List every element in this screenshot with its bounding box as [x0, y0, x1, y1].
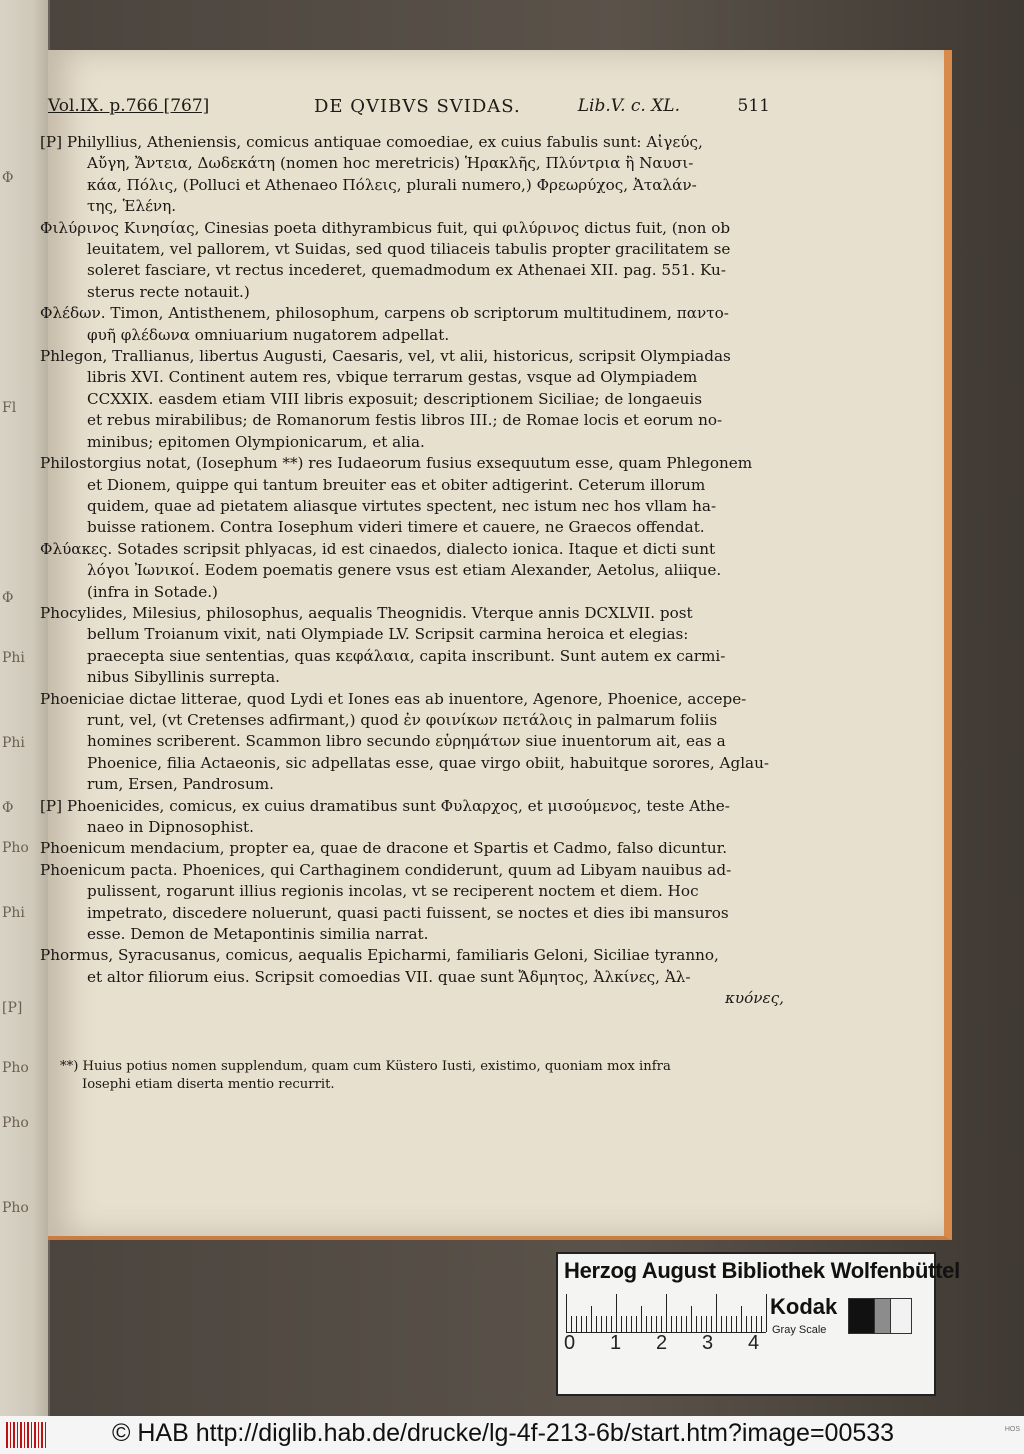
ruler-tick: [646, 1316, 647, 1332]
entry-first-line: Φιλύρινος Κινησίας, Cinesias poeta dithyrambicus fuit, qui φιλύρινος dictus fuit, (non ob: [40, 218, 731, 237]
entry-line: et Dionem, quippe qui tantum breuiter eas et obiter adtigerint. Ceterum illorum: [87, 475, 706, 494]
ruler-tick: [566, 1294, 567, 1332]
ruler-tick: [591, 1306, 592, 1332]
dictionary-entry: [40, 945, 784, 988]
entry-first-line: [P] Phoenicides, comicus, ex cuius dramatibus sunt Φυλαρχος, et μισούμενος, teste Athe-: [40, 796, 730, 815]
entry-line: impetrato, discedere noluerunt, quasi pacti fuissent, se noctes et dies ibi mansuros: [87, 903, 729, 922]
ruler-tick: [656, 1316, 657, 1332]
entry-line: Phoenice, filia Actaeonis, sic adpellatas esse, quae virgo obiit, habuitque sorores, Aglau-: [87, 753, 770, 772]
dictionary-entry: [40, 539, 784, 603]
dictionary-entry: [40, 860, 784, 946]
entry-line: (infra in Sotade.): [87, 582, 218, 601]
ruler-tick: [621, 1316, 622, 1332]
entry-line: leuitatem, vel pallorem, vt Suidas, sed quod tiliaceis tabulis propter gracilitatem se: [87, 240, 731, 259]
entry-line: nibus Sibyllinis surrepta.: [87, 668, 280, 687]
entry-line: soleret fasciare, vt rectus incederet, quemadmodum ex Athenaei XII. pag. 551. Ku-: [87, 261, 726, 280]
kodak-logo: Kodak: [770, 1294, 838, 1319]
dictionary-entry: [40, 346, 784, 453]
volume-reference: Vol.IX. p.766 [767]: [48, 96, 210, 116]
entry-first-line: [P] Philyllius, Atheniensis, comicus antiquae comoediae, ex cuius fabulis sunt: Αἰγεύς,: [40, 133, 703, 151]
page-edge-fragment: [P]: [2, 1000, 23, 1016]
page-edge-fragment: Pho: [2, 1115, 29, 1131]
ruler-tick: [731, 1316, 732, 1332]
dictionary-entry: [40, 453, 784, 539]
ruler-tick: [701, 1316, 702, 1332]
entry-first-line: Philostorgius notat, (Iosephum **) res Iudaeorum fusius exsequutum esse, quam Phlegonem: [40, 454, 753, 473]
ruler-tick: [716, 1294, 717, 1332]
entry-line: et rebus mirabilibus; de Romanorum festis libros III.; de Romae locis et eorum no-: [87, 411, 723, 430]
copyright-link[interactable]: © HAB http://diglib.hab.de/drucke/lg-4f-213-6b/start.htm?image=00533: [112, 1419, 895, 1447]
entry-line: runt, vel, (vt Cretenses adfirmant,) quod ἐν φοινίκων πετάλοις in palmarum foliis: [87, 710, 718, 729]
page-number: 511: [737, 96, 770, 116]
footer-bar: [0, 1416, 1024, 1454]
page-edge-fragment: Phi: [2, 905, 25, 921]
ruler-tick: [606, 1316, 607, 1332]
entry-line: esse. Demon de Metapontinis similia narrat.: [87, 925, 429, 944]
ruler-tick: [696, 1316, 697, 1332]
ruler-tick: [671, 1316, 672, 1332]
page-edge-fragment: Phi: [2, 650, 25, 666]
library-name: Herzog August Bibliothek Wolfenbüttel: [564, 1258, 960, 1283]
entry-first-line: Phoenicum pacta. Phoenices, qui Carthaginem condiderunt, quum ad Libyam nauibus ad-: [40, 860, 732, 879]
entry-first-line: Phocylides, Milesius, philosophus, aequalis Theognidis. Vterque annis DCXLVII. post: [40, 603, 693, 622]
ruler-tick: [706, 1316, 707, 1332]
footnote: [60, 1058, 780, 1094]
entry-first-line: Φλύακες. Sotades scripsit phlyacas, id est cinaedos, dialecto ionica. Itaque et dicti sunt: [40, 539, 716, 558]
page-edge-fragment: Fl: [2, 400, 17, 416]
ruler-tick: [736, 1316, 737, 1332]
ruler-number: 3: [702, 1332, 714, 1354]
ruler-tick: [711, 1316, 712, 1332]
entry-first-line: Phoenicum mendacium, propter ea, quae de dracone et Spartis et Cadmo, falso dicuntur.: [40, 839, 728, 858]
ruler-tick: [661, 1316, 662, 1332]
dictionary-entry: [40, 838, 784, 859]
dictionary-entry: [40, 603, 784, 689]
ruler-tick: [586, 1316, 587, 1332]
main-text: [40, 132, 784, 1010]
page-edge-fragment: Φ: [2, 800, 14, 816]
ruler-tick: [596, 1316, 597, 1332]
ruler-number: 2: [656, 1332, 668, 1354]
page-edge-fragment: Pho: [2, 840, 29, 856]
gray-scale-label: Gray Scale: [772, 1324, 827, 1336]
entry-line: praecepta siue sententias, quas κεφάλαια, capita inscribunt. Sunt autem ex carmi-: [87, 646, 726, 665]
hab-logo-icon: [6, 1422, 46, 1448]
entry-line: libris XVI. Continent autem res, vbique terrarum gestas, vsque ad Olympiadem: [87, 368, 698, 387]
ruler-tick: [651, 1316, 652, 1332]
ruler-tick: [581, 1316, 582, 1332]
scale-ruler: [566, 1292, 766, 1333]
entry-line: rum, Ersen, Pandrosum.: [87, 775, 274, 794]
entry-first-line: Φλέδων. Timon, Antisthenem, philosophum, carpens ob scriptorum multitudinem, παντο-: [40, 304, 729, 323]
gray-swatch: [890, 1298, 912, 1334]
catchword: κυόνες,: [724, 989, 784, 1008]
entry-line: Αὔγη, Ἄντεια, Δωδεκάτη (nomen hoc meretricis) Ἡρακλῆς, Πλύντρια ἢ Ναυσι-: [87, 154, 694, 173]
footnote-line: **) Huius potius nomen supplendum, quam cum Küstero Iusti, existimo, quoniam mox infra: [60, 1059, 671, 1074]
ruler-tick: [766, 1294, 767, 1332]
section-reference: Lib.V. c. XL.: [577, 96, 680, 116]
page-edge-fragment: Φ: [2, 170, 14, 186]
ruler-tick: [576, 1316, 577, 1332]
gray-swatch: [848, 1298, 876, 1334]
page-edge-fragment: Pho: [2, 1060, 29, 1076]
entry-line: buisse rationem. Contra Iosephum videri timere et cauere, ne Graecos offendat.: [87, 518, 705, 537]
entry-first-line: Phlegon, Trallianus, libertus Augusti, Caesaris, vel, vt alii, historicus, scripsit Olympiadas: [40, 347, 731, 366]
dictionary-entry: [40, 132, 784, 218]
dictionary-entry: [40, 796, 784, 839]
entry-line: naeo in Dipnosophist.: [87, 818, 254, 836]
ruler-tick: [571, 1316, 572, 1332]
page-title: DE QVIBVS SVIDAS.: [314, 96, 521, 117]
dictionary-entry: [40, 303, 784, 346]
page-edge-fragment: Φ: [2, 590, 14, 606]
ruler-tick: [676, 1316, 677, 1332]
ruler-tick: [761, 1316, 762, 1332]
entry-line: pulissent, rogarunt illius regionis incolas, vt se reciperent noctem et diem. Hoc: [87, 882, 699, 901]
ruler-number: 0: [564, 1332, 576, 1354]
ruler-tick: [741, 1306, 742, 1332]
ruler-number: 1: [610, 1332, 622, 1354]
dictionary-entry: [40, 218, 784, 304]
entry-line: CCXXIX. easdem etiam VIII libris exposuit; descriptionem Siciliae; de longaeuis: [87, 389, 703, 408]
page-edge-fragment: Pho: [2, 1200, 29, 1216]
ruler-tick: [666, 1294, 667, 1332]
dictionary-entry: [40, 689, 784, 796]
corner-code: HOS: [1004, 1426, 1020, 1433]
entry-line: κάα, Πόλις, (Polluci et Athenaeo Πόλεις, plurali numero,) Φρεωρύχος, Ἀταλάν-: [87, 175, 697, 194]
entry-line: minibus; epitomen Olympionicarum, et alia.: [87, 432, 425, 451]
entry-line: της, Ἑλένη.: [87, 197, 177, 216]
entry-line: φυῆ φλέδωνα omniuarium nugatorem adpellat.: [87, 325, 450, 344]
ruler-tick: [636, 1316, 637, 1332]
ruler-tick: [686, 1316, 687, 1332]
ruler-tick: [641, 1306, 642, 1332]
ruler-tick: [611, 1316, 612, 1332]
ruler-tick: [631, 1316, 632, 1332]
entry-first-line: Phoeniciae dictae litterae, quod Lydi et Iones eas ab inuentore, Agenore, Phoenice, accepe-: [40, 689, 747, 708]
entry-line: sterus recte notauit.): [87, 282, 250, 301]
ruler-tick: [601, 1316, 602, 1332]
ruler-tick: [756, 1316, 757, 1332]
running-header: [48, 96, 770, 120]
footnote-line: Iosephi etiam diserta mentio recurrit.: [82, 1077, 335, 1092]
entry-line: bellum Troianum vixit, nati Olympiade LV. Scripsit carmina heroica et elegias:: [87, 625, 689, 644]
entry-line: homines scriberent. Scammon libro secundo εὑρημάτων siue inuentorum ait, eas a: [87, 732, 726, 751]
ruler-tick: [726, 1316, 727, 1332]
entry-line: λόγοι Ἰωνικοί. Eodem poematis genere vsus est etiam Alexander, Aetolus, aliique.: [87, 561, 722, 580]
color-target-card: [556, 1252, 960, 1396]
ruler-tick: [626, 1316, 627, 1332]
page-edge-fragment: Phi: [2, 735, 25, 751]
ruler-tick: [746, 1316, 747, 1332]
entry-first-line: Phormus, Syracusanus, comicus, aequalis Epicharmi, familiaris Geloni, Siciliae tyranno,: [40, 946, 719, 965]
ruler-tick: [751, 1316, 752, 1332]
ruler-tick: [691, 1306, 692, 1332]
entry-line: quidem, quae ad pietatem aliasque virtutes spectent, nec istum nec hos vllam ha-: [87, 496, 717, 515]
entry-line: et altor filiorum eius. Scripsit comoedias VII. quae sunt Ἄδμητος, Ἀλκίνες, Ἀλ-: [87, 967, 691, 986]
ruler-tick: [681, 1316, 682, 1332]
ruler-tick: [616, 1294, 617, 1332]
ruler-tick: [721, 1316, 722, 1332]
ruler-number: 4: [748, 1332, 760, 1354]
